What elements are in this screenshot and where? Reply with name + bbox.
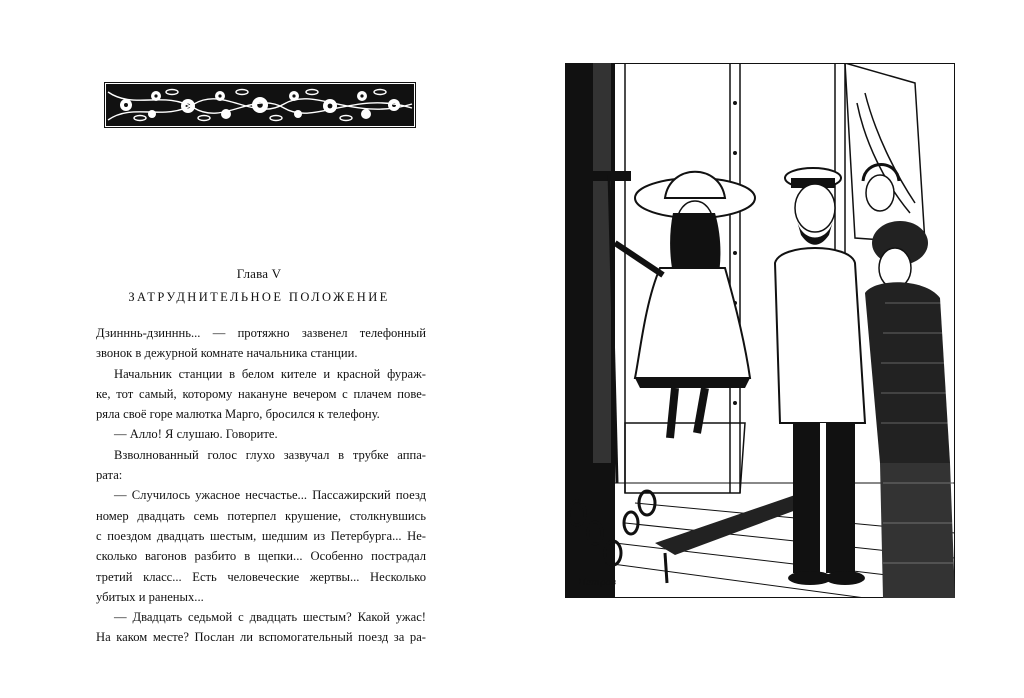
chapter-number: Глава V xyxy=(236,266,282,281)
text-line: номер двадцать семь потерпел крушение, столкнувшись xyxy=(96,508,426,523)
text-line: третий класс... Есть человеческие жертвы... Несколько xyxy=(96,569,426,584)
text-line: ке, тот самый, которому накануне вечером с плачем пове- xyxy=(96,386,426,401)
station-illustration xyxy=(565,63,955,598)
text-line: Начальник станции в белом кителе и красной фураж- xyxy=(114,366,426,381)
text-line: — Двадцать седьмой с двадцать шестым? Какой ужас! xyxy=(114,610,426,625)
text-line: звонок в дежурной комнате начальника станции. xyxy=(96,346,358,361)
text-line: с поездом двадцать шестым, шедшим из Петербурга... Не- xyxy=(96,528,426,543)
chapter-body-text xyxy=(96,323,426,648)
chapter-title: ЗАТРУДНИТЕЛЬНОЕ ПОЛОЖЕНИЕ xyxy=(128,290,390,304)
text-line: рата: xyxy=(96,468,123,483)
text-line: сколько вагонов разбито в щепки... Особенно пострадал xyxy=(96,549,426,564)
text-line: Взволнованный голос глухо зазвучал в трубке аппа- xyxy=(114,447,426,462)
text-line: Дзинннь-дзинннь... — протяжно зазвенел телефонный xyxy=(96,326,426,340)
text-line: убитых и раненых... xyxy=(96,589,204,604)
artist-signature: Петров xyxy=(578,578,617,588)
text-line: — Алло! Я слушаю. Говорите. xyxy=(114,427,278,442)
floral-ornament-headpiece xyxy=(104,82,416,128)
text-line: ряла своё горе малютка Марго, бросился к телефону. xyxy=(96,407,380,422)
text-line: На каком месте? Послан ли вспомогательный поезд за ра- xyxy=(96,630,426,645)
text-line: — Случилось ужасное несчастье... Пассажирский поезд xyxy=(114,488,426,503)
